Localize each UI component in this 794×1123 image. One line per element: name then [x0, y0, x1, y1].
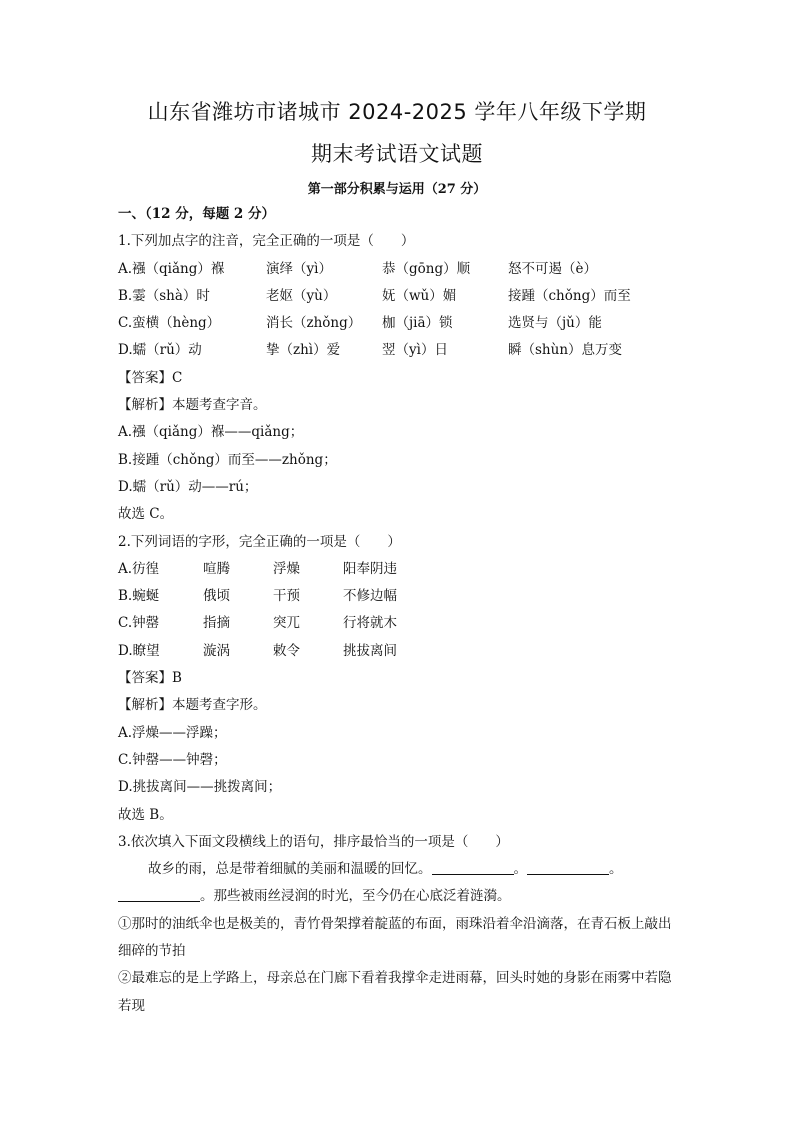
q1-a-item2: 演绎（yì） [266, 260, 332, 277]
q1-c-item3: 枷（jiā）锁 [382, 315, 453, 332]
q1-option-b [118, 283, 678, 310]
q1-analysis-line: D.蠕（rǔ）动——rú； [118, 478, 258, 495]
q1-analysis-line: A.襁（qiǎng）褓——qiǎng； [118, 424, 304, 441]
q2-b-word4: 不修边幅 [343, 588, 397, 605]
q1-stem: 1.下列加点字的注音，完全正确的一项是（ ） [118, 233, 415, 250]
q1-analysis-line: 故选 C。 [118, 506, 174, 523]
q2-d-word3: 敕令 [273, 642, 300, 659]
q2-d-word1: D.瞭望 [118, 642, 160, 659]
q2-d-word4: 挑拔离间 [343, 642, 397, 659]
q1-option-c [118, 310, 678, 337]
q2-b-word3: 干预 [273, 588, 300, 605]
q1-c-item2: 消长（zhǒng） [266, 315, 362, 332]
q1-a-item3: 恭（gōng）顺 [382, 260, 471, 277]
q3-passage-end: 。那些被雨丝浸润的时光，至今仍在心底泛着涟漪。 [200, 888, 511, 905]
document-title-line1: 山东省潍坊市诸城市 2024-2025 学年八年级下学期 [147, 100, 647, 124]
q2-analysis-line: D.挑拔离间——挑拨离间； [118, 779, 282, 796]
q2-option-d [118, 638, 678, 665]
q2-option-a [118, 556, 678, 583]
q1-c-item1: C.蛮横（hèng） [118, 315, 221, 332]
fill-blank-3 [118, 885, 200, 902]
q2-c-word4: 行将就木 [343, 615, 397, 632]
q1-a-item4: 怒不可遏（è） [508, 260, 597, 277]
q2-a-word4: 阳奉阴违 [343, 560, 397, 577]
q2-d-word2: 漩涡 [203, 642, 230, 659]
q1-d-item3: 翌（yì）日 [382, 342, 448, 359]
q3-separator: 。 [609, 861, 623, 878]
q1-b-item1: B.霎（shà）时 [118, 287, 210, 304]
q2-b-word1: B.蜿蜒 [118, 588, 160, 605]
q1-option-a [118, 256, 678, 283]
q2-a-word1: A.彷徨 [118, 560, 160, 577]
q1-d-item4: 瞬（shùn）息万变 [508, 342, 623, 359]
q1-option-d [118, 337, 678, 364]
q2-analysis-line: 故选 B。 [118, 806, 173, 823]
q1-b-item2: 老妪（yù） [266, 287, 337, 304]
q3-item-1: ①那时的油纸伞也是极美的，青竹骨架撑着靛蓝的布面，雨珠沿着伞沿滴落，在青石板上敲出细碎的节拍 [118, 915, 672, 960]
q3-item-2: ②最难忘的是上学路上，母亲总在门廊下看着我撑伞走进雨幕，回头时她的身影在雨雾中若隐若现 [118, 970, 672, 1014]
q3-passage-start: 故乡的雨，总是带着细腻的美丽和温暖的回忆。 [148, 861, 432, 878]
q3-passage-line1 [118, 856, 678, 883]
q2-option-b [118, 583, 678, 610]
q3-stem: 3.依次填入下面文段横线上的语句，排序最恰当的一项是（ ） [118, 833, 509, 850]
q1-analysis-line: 【解析】本题考查字音。 [118, 397, 267, 414]
q2-analysis-line: C.钟罄——钟磬； [118, 751, 227, 768]
part-subtitle: 第一部分积累与运用（27 分） [307, 182, 487, 197]
q1-a-item1: A.襁（qiǎng）褓 [118, 260, 225, 277]
document-title-line2: 期末考试语文试题 [311, 142, 483, 166]
q3-separator: 。 [513, 861, 527, 878]
q2-stem: 2.下列词语的字形，完全正确的一项是（ ） [118, 533, 401, 550]
q1-answer: 【答案】C [118, 369, 183, 386]
q2-analysis-line: A.浮燥——浮躁； [118, 724, 227, 741]
q1-b-item4: 接踵（chǒng）而至 [508, 287, 631, 304]
fill-blank-2 [527, 858, 609, 875]
q2-option-c [118, 610, 678, 637]
q1-analysis-line: B.接踵（chǒng）而至——zhǒng； [118, 451, 337, 468]
section-header: 一、（12 分，每题 2 分） [118, 206, 276, 222]
q1-d-item2: 挚（zhì）爱 [266, 342, 341, 359]
q2-a-word3: 浮燥 [273, 560, 300, 577]
q2-a-word2: 喧腾 [203, 560, 230, 577]
document-content [118, 201, 678, 1020]
q1-b-item3: 妩（wǔ）媚 [382, 287, 457, 304]
q2-b-word2: 俄顷 [203, 588, 230, 605]
q2-analysis-line: 【解析】本题考查字形。 [118, 697, 267, 714]
q2-c-word3: 突兀 [273, 615, 300, 632]
fill-blank-1 [432, 858, 514, 875]
q2-c-word2: 指摘 [203, 615, 230, 632]
q1-d-item1: D.蠕（rǔ）动 [118, 342, 202, 359]
q2-c-word1: C.钟罄 [118, 615, 160, 632]
q3-passage-line2 [118, 883, 678, 910]
q2-answer: 【答案】B [118, 670, 182, 687]
q1-c-item4: 选贤与（jǔ）能 [508, 315, 602, 332]
